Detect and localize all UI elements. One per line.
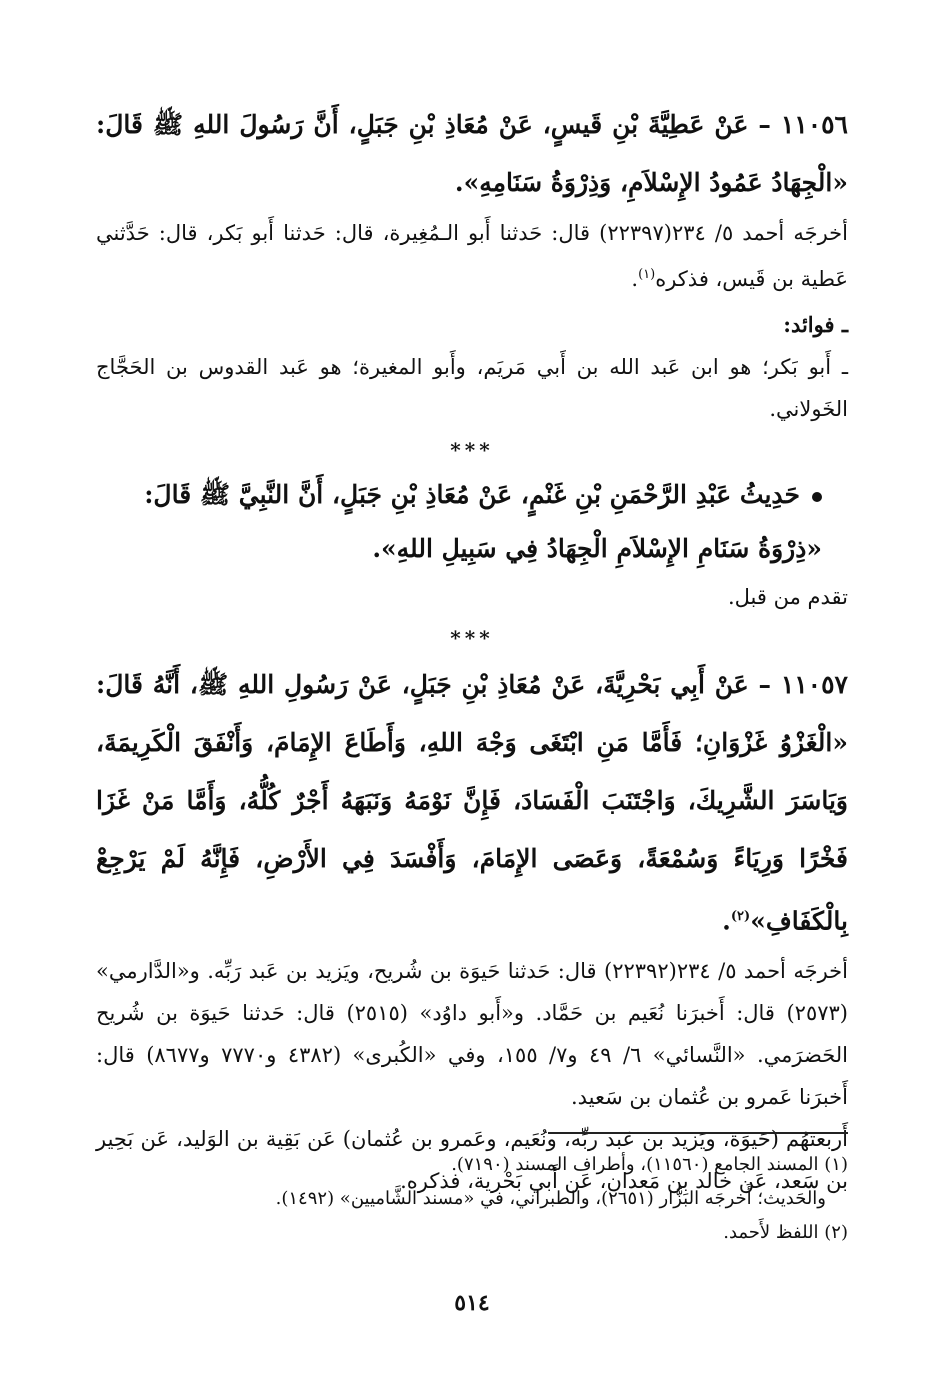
hadith-chain: عَنْ عَطِيَّةَ بْنِ قَيسٍ، عَنْ مُعَاذِ بْنِ جَبَلٍ، أَنَّ رَسُولَ اللهِ ﷺ قَالَ: [96,110,749,139]
section-separator: *** [450,438,494,462]
footnote-divider [548,1132,848,1134]
ghanm-intro: حَدِيثُ عَبْدِ الرَّحْمَنِ بْنِ غَنْمٍ، عَنْ مُعَاذِ بْنِ جَبَلٍ، أَنَّ النَّبِيَّ ﷺ قَالَ: [144,480,800,509]
hadith-11057 [96,656,848,950]
page-number: ٥١٤ [454,1290,490,1316]
ghanm-hadith [96,468,848,576]
footnote-ref[interactable]: (٢) [730,909,751,924]
takhrij-text: أخرجَه أحمد ٥/ ٢٣٤(٢٢٣٩٧) قال: حَدثنا أَبو الـمُغِيرة، قال: حَدثنا أَبو بَكر، قال: حَدَّثني عَطية بن قَيس، فذكره [96,221,848,291]
takhrij-paragraph: أخرجَه أحمد ٥/ ٢٣٤(٢٢٣٩٢) قال: حَدثنا حَيوَة بن شُريح، ويَزيد بن عَبد رَبِّه. و«الدَّارمي» (٢٥٧٣) قال: أَخبرَنا نُعَيم بن حَمَّاد. و«أَبو داوُد» (٢٥١٥) قال: حَدثنا حَيوَة بن شُريح الحَضرَمي. «النَّسائي» ٦/ ٤٩ و٧/ ١٥٥، وفي «الكُبرى» (٤٣٨٢ و٧٧٧٠ و٨٦٧٧) قال: أَخبرَنا عَمرو بن عُثمان بن سَعيد. [96,959,848,1110]
chain-summary: أَربعتهُم (حَيوَة، ويَزيد بن عَبد ربِّه، ونُعَيم، وعَمرو بن عُثمان) عَن بَقِية بن الوَليد، عَن بَحِير بن سَعد، عَن خالد بن مَعدان، عَن أَبي بَحْرية، فذكره. [96,1127,848,1194]
hadith-text-end: . [722,906,731,936]
footnote-1-continued: والحَديث؛ أَخرجَه البَزَّار (٢٦٥١)، والطبراني، في «مسند الشَّاميين» (١٤٩٢). [275,1188,826,1209]
hadith-chain: عَنْ أَبِي بَحْرِيَّةَ، عَنْ مُعَاذِ بْنِ جَبَلٍ، عَنْ رَسُولِ اللهِ ﷺ، أَنَّهُ قَالَ: [96,670,749,699]
fawaid-text: ـ أَبو بَكر؛ هو ابن عَبد الله بن أَبي مَريَم، وأَبو المغيرة؛ هو عَبد القدوس بن الحَجَّاج الخَولاني. [96,355,848,421]
section-separator: *** [450,626,494,650]
hadith-text: «الْجِهَادُ عَمُودُ الإِسْلاَمِ، وَذِرْوَةُ سَنَامِهِ». [454,168,848,197]
fawaid-label: ـ فوائد: [783,312,848,337]
footnotes [96,1148,848,1250]
hadith-text: «الْغَزْوُ غَزْوَانِ؛ فَأَمَّا مَنِ ابْتَغَى وَجْهَ اللهِ، وَأَطَاعَ الإِمَامَ، وَأَنْفَقَ الْكَرِيمَةَ، وَيَاسَرَ الشَّرِيكَ، وَاجْتَنَبَ الْفَسَادَ، فَإِنَّ نَوْمَهُ وَنَبَهَهُ أَجْرٌ كُلُّهُ، وَأَمَّا مَنْ غَزَا فَخْرًا وَرِيَاءً وَسُمْعَةً، وَعَصَى الإِمَامَ، وَأَفْسَدَ فِي الأَرْضِ، فَإِنَّهُ لَمْ يَرْجِعْ بِالْكَفَافِ» [96,728,848,936]
hadith-number: ١١٠٥٧ – [758,670,848,699]
ghanm-note: تقدم من قبل. [727,585,848,609]
takhrij-end: . [631,267,639,291]
hadith-11056 [96,96,848,212]
footnote-ref[interactable]: (١) [638,267,656,282]
hadith-number: ١١٠٥٦ – [758,110,848,139]
footnote-1: (١) المسند الجامع (١١٥٦٠)، وأطراف المسند (٧١٩٠). [451,1154,848,1175]
takhrij-paragraph [96,212,848,300]
footnote-2: (٢) اللفظ لأَحمد. [723,1222,848,1243]
ghanm-text: «ذِرْوَةُ سَنَامِ الإِسْلاَمِ الْجِهَادُ فِي سَبِيلِ اللهِ». [372,534,822,563]
bullet-icon [812,492,822,502]
